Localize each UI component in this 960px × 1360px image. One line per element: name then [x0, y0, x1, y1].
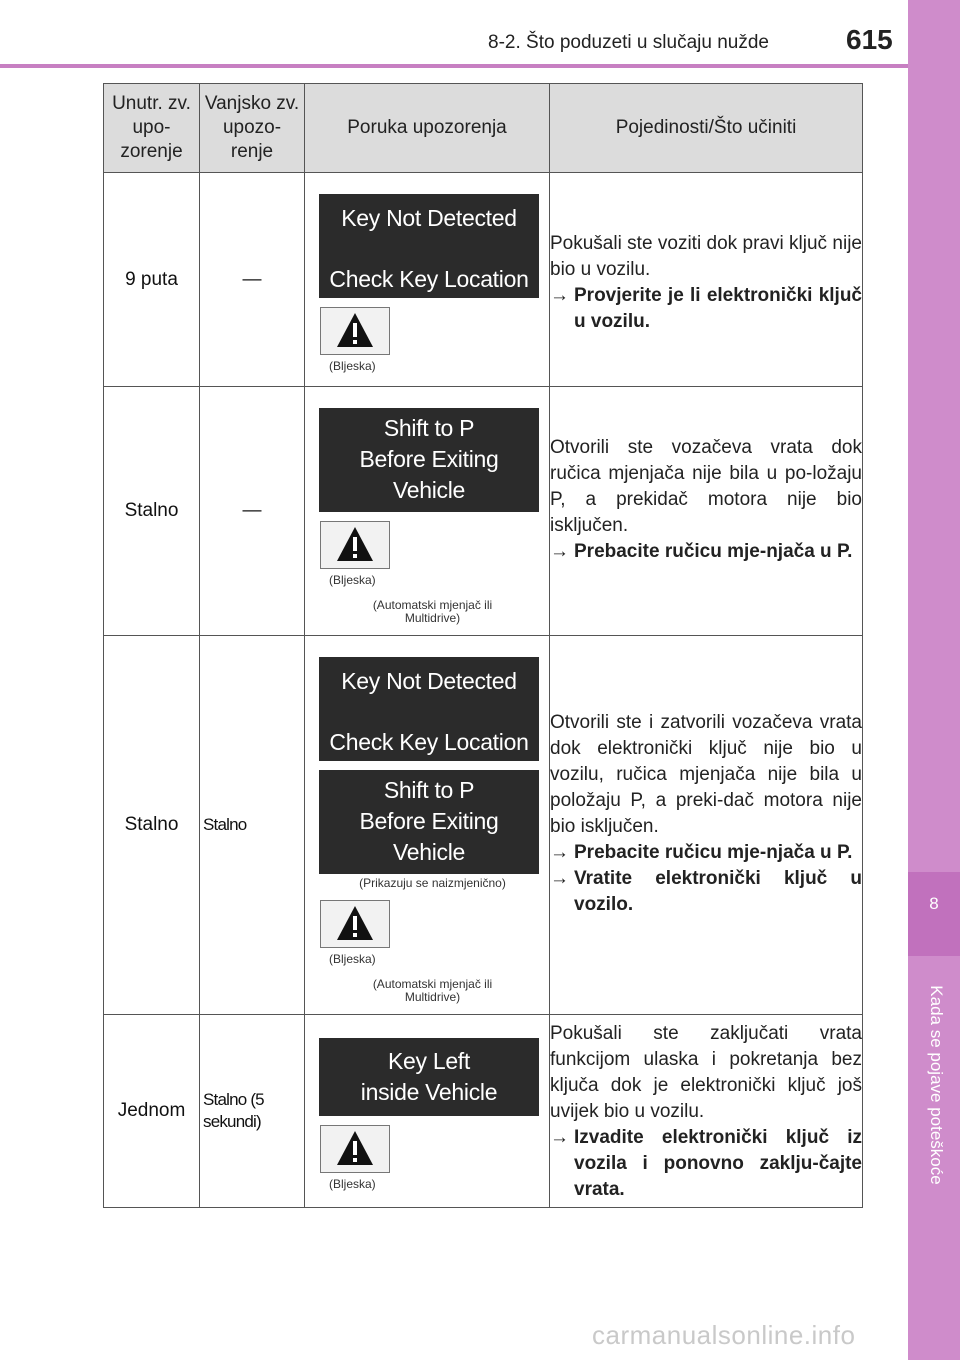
table-row [104, 1015, 863, 1208]
action-item: → Prebacite ručicu mje-njača u P. [550, 840, 862, 866]
table-row [104, 387, 863, 636]
table-header-row [104, 84, 863, 173]
detail-text: Pokušali ste zaključati vrata funkcijom ulaska i pokretanja bez ključa dok je elektronički ključ još uvijek bio u vozilu. [550, 1023, 862, 1122]
arrow-right-icon: → [550, 285, 569, 306]
warning-triangle-icon [320, 1125, 390, 1173]
warning-triangle-icon [320, 900, 390, 948]
display-key-left-inside: Key Left inside Vehicle [319, 1038, 539, 1116]
transmission-note: (Automatski mjenjač ili Multidrive) [372, 977, 493, 1004]
internal-buzzer-cell: 9 puta [104, 173, 200, 387]
header-divider [0, 64, 908, 68]
detail-text: Otvorili ste i zatvorili vozačeva vrata dok elektronički ključ nije bio u vozilu, ručica mjenjača nije bila u položaju P, a preki-dač motora nije bio isključen. [550, 712, 862, 837]
arrow-right-icon: → [550, 868, 569, 889]
flash-label: (Bljeska) [329, 952, 376, 966]
detail-text: Pokušali ste voziti dok pravi ključ nije bio u vozilu. [550, 233, 862, 280]
display-shift-to-p: Shift to P Before Exiting Vehicle [319, 770, 539, 874]
external-buzzer-cell: Stalno [200, 636, 305, 1015]
internal-buzzer-cell: Stalno [104, 387, 200, 636]
action-item: → Prebacite ručicu mje-njača u P. [550, 539, 862, 565]
chapter-number-box [908, 872, 960, 956]
message-cell [305, 387, 550, 636]
page-number: 615 [846, 24, 893, 55]
chapter-label: Kada se pojave poteškoće [927, 985, 946, 1185]
display-shift-to-p: Shift to P Before Exiting Vehicle [319, 408, 539, 512]
table-row [104, 173, 863, 387]
display-key-not-detected: Key Not Detected Check Key Location [319, 657, 539, 761]
flash-label: (Bljeska) [329, 1177, 376, 1191]
section-title: 8-2. Što poduzeti u slučaju nužde [488, 32, 769, 53]
header-external-buzzer: Vanjsko zv. upozo-renje [200, 84, 305, 173]
internal-buzzer-cell: Jednom [104, 1015, 200, 1208]
internal-buzzer-cell: Stalno [104, 636, 200, 1015]
external-buzzer-cell: Stalno (5 sekundi) [200, 1015, 305, 1208]
message-cell [305, 636, 550, 1015]
arrow-right-icon: → [550, 541, 569, 562]
action-item: → Vratite elektronički ključ u vozilo. [550, 866, 862, 918]
details-cell [550, 173, 863, 387]
warning-table [103, 83, 863, 1208]
action-item: → Izvadite elektronički ključ iz vozila i ponovno zaklju-čajte vrata. [550, 1125, 862, 1203]
message-cell [305, 173, 550, 387]
arrow-right-icon: → [550, 1127, 569, 1148]
flash-label: (Bljeska) [329, 573, 376, 587]
display-key-not-detected: Key Not Detected Check Key Location [319, 194, 539, 298]
external-buzzer-cell: — [200, 387, 305, 636]
details-cell [550, 1015, 863, 1208]
header-internal-buzzer: Unutr. zv. upo-zorenje [104, 84, 200, 173]
header-details: Pojedinosti/Što učiniti [550, 84, 863, 173]
details-cell [550, 387, 863, 636]
arrow-right-icon: → [550, 842, 569, 863]
header-message: Poruka upozorenja [305, 84, 550, 173]
watermark: carmanualsonline.info [592, 1320, 856, 1350]
alternating-note: (Prikazuju se naizmjenično) [359, 876, 506, 890]
detail-text: Otvorili ste vozačeva vrata dok ručica mjenjača nije bila u po-ložaju P, a prekidač motora nije bio isključen. [550, 437, 862, 536]
details-cell [550, 636, 863, 1015]
warning-triangle-icon [320, 307, 390, 355]
transmission-note: (Automatski mjenjač ili Multidrive) [372, 598, 493, 625]
warning-triangle-icon [320, 521, 390, 569]
chapter-number: 8 [929, 894, 939, 913]
action-item: → Provjerite je li elektronički ključ u vozilu. [550, 283, 862, 335]
flash-label: (Bljeska) [329, 359, 376, 373]
table-row [104, 636, 863, 1015]
message-cell [305, 1015, 550, 1208]
external-buzzer-cell: — [200, 173, 305, 387]
